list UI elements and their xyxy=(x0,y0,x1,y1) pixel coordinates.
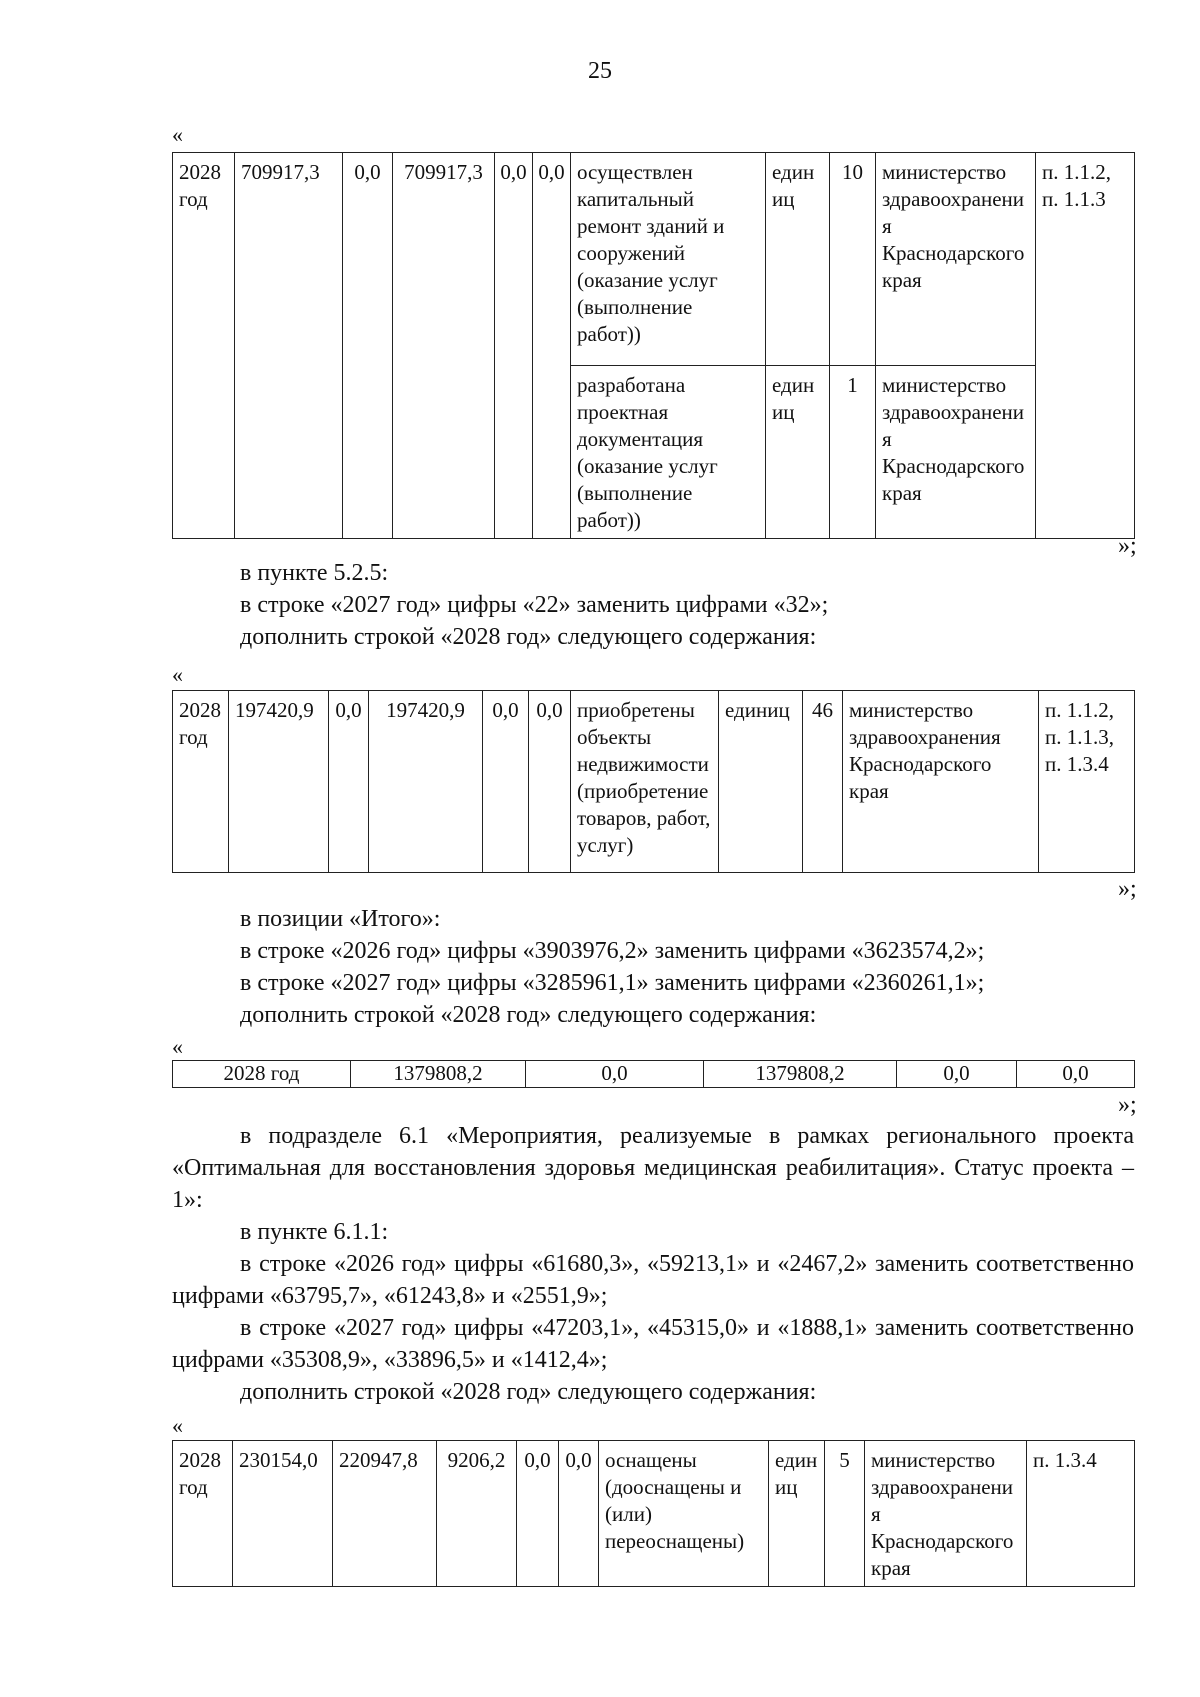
paragraph: в строке «2026 год» цифры «61680,3», «59213,1» и «2467,2» заменить соответственно цифрами «63795,7», «61243,8» и «2551,9»; xyxy=(172,1251,1134,1309)
value-cell: 0,0 xyxy=(343,153,393,539)
year-cell: 2028 год xyxy=(173,1441,233,1587)
refs-cell: п. 1.1.2, п. 1.1.3, п. 1.3.4 xyxy=(1039,691,1135,873)
open-quote: « xyxy=(172,1413,183,1438)
open-quote: « xyxy=(172,122,183,147)
text-line: в позиции «Итого»: xyxy=(240,906,441,932)
close-quote: »; xyxy=(1118,533,1137,559)
refs-cell: п. 1.3.4 xyxy=(1027,1441,1135,1587)
value-cell: 0,0 xyxy=(526,1061,704,1088)
executor-cell: министерство здравоохранения Краснодарского края xyxy=(843,691,1039,873)
close-quote: »; xyxy=(1118,1092,1137,1118)
table-3 xyxy=(172,1060,1135,1088)
result-cell: приобретены объекты недвижимости (приобретение товаров, работ, услуг) xyxy=(571,691,719,873)
result-cell: осуществлен капитальный ремонт зданий и сооружений (оказание услуг (выполнение работ)) xyxy=(571,153,766,366)
executor-cell: министерство здравоохранения Краснодарского края xyxy=(876,153,1036,366)
total-cell: 230154,0 xyxy=(233,1441,333,1587)
indicator-cell: 5 xyxy=(825,1441,865,1587)
indicator-cell: 10 xyxy=(830,153,876,366)
text-line: дополнить строкой «2028 год» следующего содержания: xyxy=(240,1379,817,1405)
page-number: 25 xyxy=(588,58,612,84)
executor-cell: министерство здравоохранения Краснодарского края xyxy=(865,1441,1027,1587)
value-cell: 0,0 xyxy=(1017,1061,1135,1088)
value-cell: 709917,3 xyxy=(393,153,495,539)
year-cell: 2028 год xyxy=(173,691,229,873)
value-cell: 0,0 xyxy=(483,691,529,873)
indicator-cell: 46 xyxy=(803,691,843,873)
value-cell: 0,0 xyxy=(517,1441,559,1587)
indicator-cell: 1 xyxy=(830,366,876,539)
value-cell: 0,0 xyxy=(533,153,571,539)
text-line: в строке «2026 год» цифры «3903976,2» заменить цифрами «3623574,2»; xyxy=(240,938,985,964)
result-cell: разработана проектная документация (оказание услуг (выполнение работ)) xyxy=(571,366,766,539)
unit-cell: единиц xyxy=(766,153,830,366)
close-quote: »; xyxy=(1118,876,1137,902)
table-1 xyxy=(172,152,1135,539)
value-cell: 0,0 xyxy=(529,691,571,873)
paragraph: в подразделе 6.1 «Мероприятия, реализуемые в рамках регионального проекта «Оптимальная для восстановления здоровья медицинская реабилитация». Статус проекта – 1»: xyxy=(172,1123,1134,1213)
value-cell: 220947,8 xyxy=(333,1441,437,1587)
text-line: в пункте 6.1.1: xyxy=(240,1219,389,1245)
refs-cell: п. 1.1.2, п. 1.1.3 xyxy=(1036,153,1135,539)
value-cell: 9206,2 xyxy=(437,1441,517,1587)
text-line: дополнить строкой «2028 год» следующего содержания: xyxy=(240,1002,817,1028)
year-cell: 2028 год xyxy=(173,1061,351,1088)
total-cell: 197420,9 xyxy=(229,691,329,873)
value-cell: 0,0 xyxy=(897,1061,1017,1088)
text-line: в строке «2027 год» цифры «3285961,1» заменить цифрами «2360261,1»; xyxy=(240,970,985,996)
unit-cell: единиц xyxy=(719,691,803,873)
table-4 xyxy=(172,1440,1135,1587)
paragraph: в строке «2027 год» цифры «47203,1», «45315,0» и «1888,1» заменить соответственно цифрами «35308,9», «33896,5» и «1412,4»; xyxy=(172,1315,1134,1373)
value-cell: 1379808,2 xyxy=(704,1061,897,1088)
value-cell: 0,0 xyxy=(329,691,369,873)
value-cell: 197420,9 xyxy=(369,691,483,873)
open-quote: « xyxy=(172,662,183,687)
year-cell: 2028 год xyxy=(173,153,235,539)
value-cell: 0,0 xyxy=(559,1441,599,1587)
total-cell: 709917,3 xyxy=(235,153,343,539)
unit-cell: единиц xyxy=(766,366,830,539)
text-line: в строке «2027 год» цифры «22» заменить цифрами «32»; xyxy=(240,592,829,618)
total-cell: 1379808,2 xyxy=(351,1061,526,1088)
text-line: дополнить строкой «2028 год» следующего содержания: xyxy=(240,624,817,650)
unit-cell: единиц xyxy=(769,1441,825,1587)
executor-cell: министерство здравоохранения Краснодарского края xyxy=(876,366,1036,539)
open-quote: « xyxy=(172,1034,183,1059)
value-cell: 0,0 xyxy=(495,153,533,539)
result-cell: оснащены (дооснащены и (или) переоснащены) xyxy=(599,1441,769,1587)
table-2 xyxy=(172,690,1135,873)
text-line: в пункте 5.2.5: xyxy=(240,560,389,586)
